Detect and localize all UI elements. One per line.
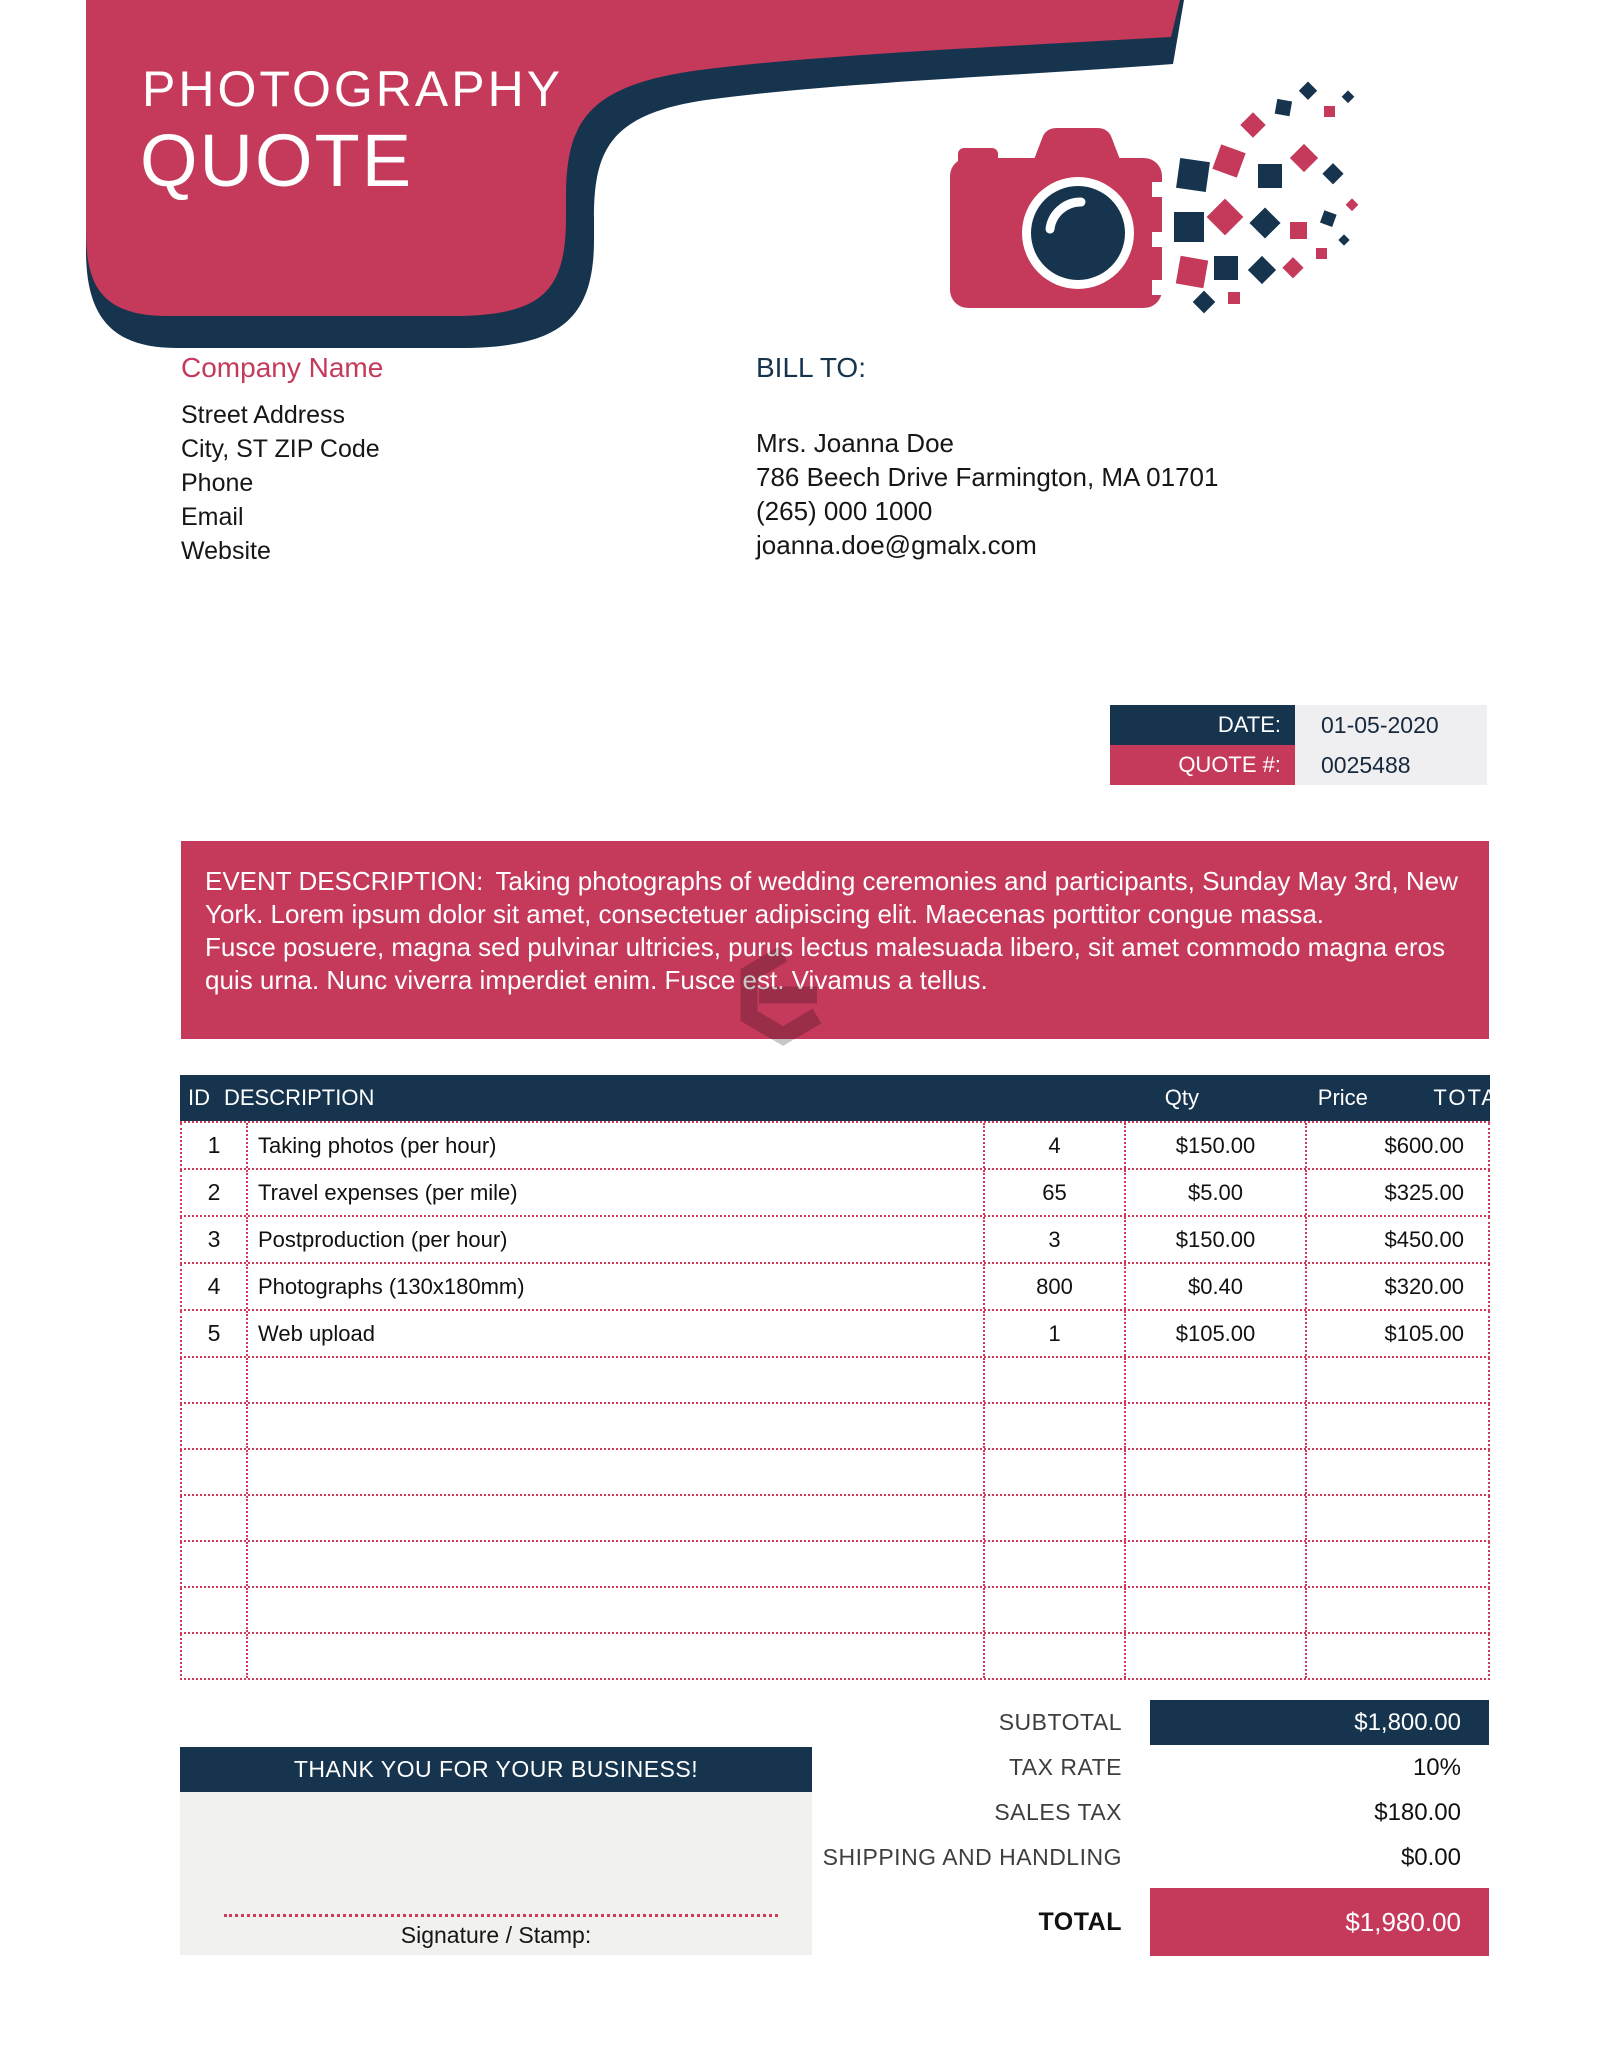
cell-price: $150.00 (1124, 1123, 1305, 1168)
quote-number-value: 0025488 (1295, 745, 1487, 785)
watermark-logo-icon (733, 942, 833, 1052)
company-street: Street Address (181, 401, 345, 429)
company-city: City, ST ZIP Code (181, 435, 380, 463)
company-email: Email (181, 503, 244, 531)
date-label: DATE: (1110, 705, 1295, 745)
items-table-body (180, 1121, 1490, 1680)
cell-id: 1 (207, 1132, 221, 1158)
company-phone: Phone (181, 469, 254, 497)
shipping-label: SHIPPING AND HANDLING (822, 1844, 1122, 1870)
tax-rate-label: TAX RATE (1008, 1754, 1122, 1780)
sales-tax-label: SALES TAX (994, 1799, 1122, 1825)
cell-description: Postproduction (per hour) (246, 1217, 983, 1262)
signature-label: Signature / Stamp: (400, 1922, 592, 1948)
cell-qty: 4 (983, 1123, 1124, 1168)
quote-number-row (1110, 745, 1487, 785)
cell-id: 3 (207, 1226, 221, 1252)
items-table (180, 1075, 1513, 1680)
signature-area (180, 1792, 812, 1955)
table-row (180, 1217, 1490, 1264)
bill-to-email: joanna.doe@gmalx.com (756, 530, 1037, 560)
cell-description: Taking photos (per hour) (246, 1123, 983, 1168)
table-row (180, 1123, 1490, 1170)
date-value: 01-05-2020 (1295, 705, 1487, 745)
table-row-empty (180, 1496, 1490, 1542)
cell-total: $320.00 (1305, 1264, 1488, 1309)
items-table-header-row (180, 1075, 1513, 1121)
cell-description: Travel expenses (per mile) (246, 1170, 983, 1215)
signature-line (224, 1914, 778, 1917)
cell-total: $450.00 (1305, 1217, 1488, 1262)
pixel-mosaic-icon (1174, 82, 1358, 314)
cell-id: 4 (207, 1273, 221, 1299)
event-description-text-1: Taking photographs of wedding ceremonies and participants, Sunday May 3rd, New York. Lorem ipsum dolor sit amet, consectetuer adipiscing elit. Maecenas porttitor congue massa. (205, 866, 1458, 929)
company-website: Website (181, 537, 271, 565)
header-cell-qty: Qty (1164, 1085, 1199, 1110)
cell-total: $105.00 (1305, 1311, 1488, 1356)
cell-description: Photographs (130x180mm) (246, 1264, 983, 1309)
cell-qty: 1 (983, 1311, 1124, 1356)
bill-to-phone: (265) 000 1000 (756, 496, 933, 526)
table-row (180, 1311, 1490, 1358)
company-block (181, 352, 383, 568)
tax-rate-value: 10% (1412, 1754, 1461, 1781)
table-row-empty (180, 1588, 1490, 1634)
cell-price: $150.00 (1124, 1217, 1305, 1262)
header-cell-id: ID (188, 1085, 210, 1110)
company-name: Company Name (181, 352, 384, 383)
header-cell-total: TOTAL (1433, 1085, 1513, 1110)
cell-price: $105.00 (1124, 1311, 1305, 1356)
bill-to-block (756, 352, 1218, 562)
thank-you-banner: THANK YOU FOR YOUR BUSINESS! (180, 1747, 812, 1792)
document-title-line2: QUOTE (140, 119, 414, 202)
camera-logo-icon (950, 128, 1167, 308)
table-row-empty (180, 1542, 1490, 1588)
event-description-box (181, 841, 1489, 1039)
cell-price: $5.00 (1124, 1170, 1305, 1215)
bill-to-name: Mrs. Joanna Doe (756, 428, 954, 458)
cell-id: 5 (207, 1320, 221, 1346)
summary-row-subtotal (640, 1700, 1489, 1745)
table-row-empty (180, 1450, 1490, 1496)
header-cell-price: Price (1317, 1085, 1368, 1110)
shipping-value: $0.00 (1400, 1844, 1461, 1871)
quote-number-label: QUOTE #: (1110, 745, 1295, 785)
cell-price: $0.40 (1124, 1264, 1305, 1309)
cell-qty: 800 (983, 1264, 1124, 1309)
table-row (180, 1264, 1490, 1311)
cell-qty: 3 (983, 1217, 1124, 1262)
table-row-empty (180, 1358, 1490, 1404)
total-value: $1,980.00 (1150, 1888, 1489, 1956)
cell-description: Web upload (246, 1311, 983, 1356)
subtotal-label: SUBTOTAL (998, 1709, 1122, 1735)
table-row-empty (180, 1404, 1490, 1450)
sales-tax-value: $180.00 (1374, 1799, 1461, 1826)
bill-to-address: 786 Beech Drive Farmington, MA 01701 (756, 462, 1219, 492)
table-row-empty (180, 1634, 1490, 1680)
cell-id: 2 (207, 1179, 221, 1205)
table-row (180, 1170, 1490, 1217)
cell-total: $325.00 (1305, 1170, 1488, 1215)
cell-qty: 65 (983, 1170, 1124, 1215)
total-label: TOTAL (1038, 1907, 1122, 1936)
event-description-label: EVENT DESCRIPTION: (205, 866, 484, 896)
event-description-paragraph-1 (205, 865, 1465, 931)
event-description-paragraph-2 (205, 931, 1465, 997)
document-title-line1: PHOTOGRAPHY (142, 61, 564, 117)
event-description-text-2: Fusce posuere, magna sed pulvinar ultricies, purus lectus malesuada libero, sit amet commodo magna eros quis urna. Nunc viverra imperdiet enim. Fusce est. Vivamus a tellus. (205, 932, 1445, 995)
subtotal-value: $1,800.00 (1150, 1700, 1489, 1745)
date-row (1110, 705, 1487, 745)
header-cell-description: DESCRIPTION (224, 1085, 375, 1110)
cell-total: $600.00 (1305, 1123, 1488, 1168)
bill-to-heading: BILL TO: (756, 352, 866, 383)
